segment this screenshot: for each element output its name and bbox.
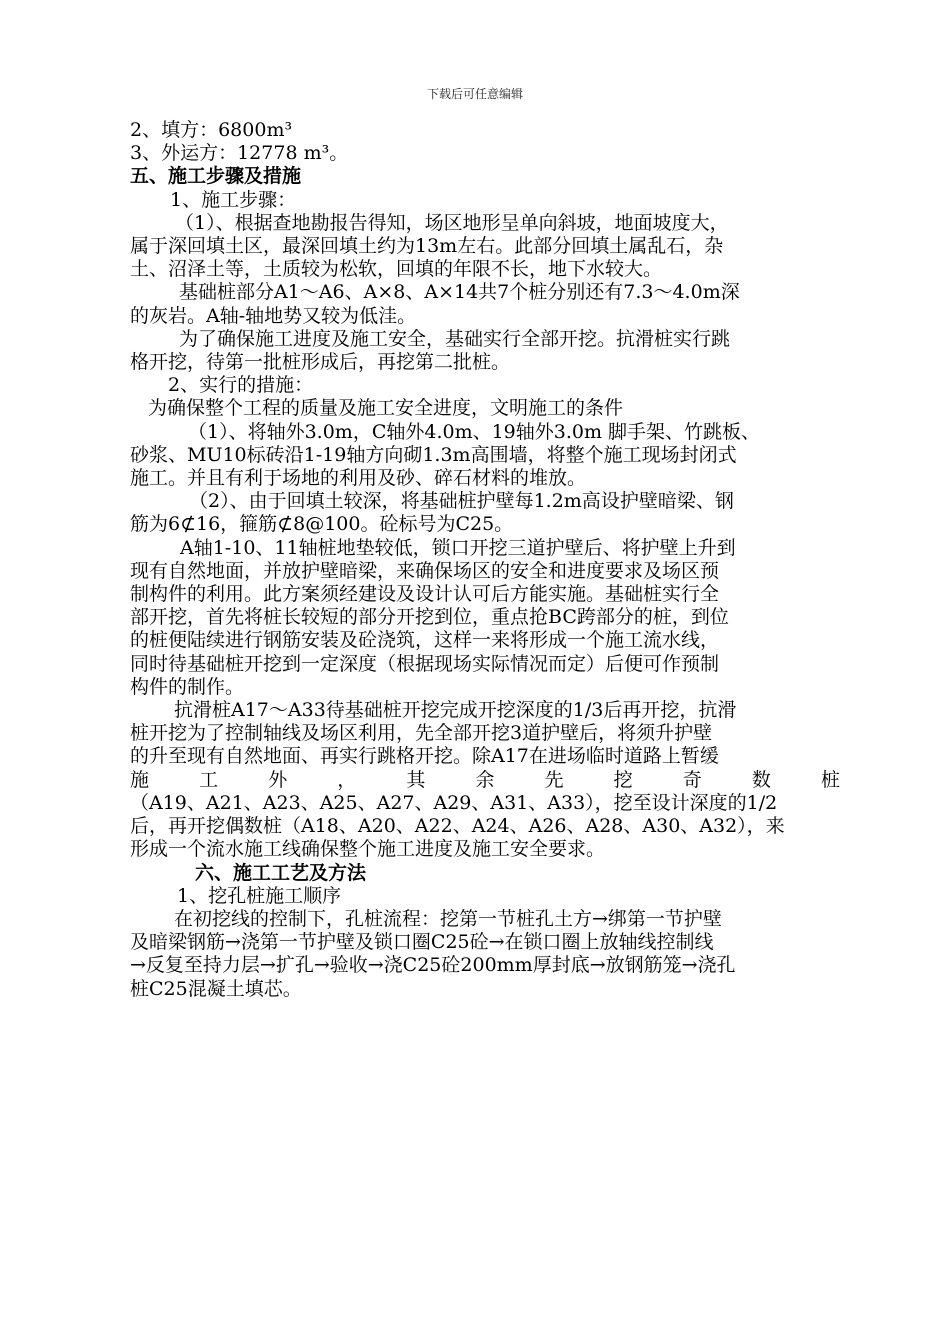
word: 工 (199, 768, 219, 791)
word: 数 (751, 768, 771, 791)
paragraph-line: 砂浆、MU10标砖沿1-19轴方向砌1.3m高围墙，将整个施工现场封闭式 (130, 443, 737, 466)
paragraph-line: 桩C25混凝土填芯。 (130, 977, 302, 1000)
paragraph-line: 构件的制作。 (130, 675, 245, 698)
word: 桩 (820, 768, 840, 791)
paragraph-line: 格开挖，待第一批桩形成后，再挖第二批桩。 (130, 351, 511, 374)
paragraph-line: 的升至现有自然地面、再实行跳格开挖。除A17在进场临时道路上暂缓 (130, 745, 719, 768)
paragraph-line: A轴1-10、11轴桩地垫较低，锁口开挖三道护壁后、将护壁上升到 (180, 536, 736, 559)
paragraph-line: （1）、根据查地勘报告得知，场区地形呈单向斜坡，地面坡度大， (175, 211, 729, 234)
word: 施 (130, 768, 150, 791)
paragraph-line: 基础桩部分A1～A6、A×8、A×14共7个桩分别还有7.3～4.0m深 (179, 281, 740, 304)
document-body (130, 119, 840, 1001)
paragraph-line: 为了确保施工进度及施工安全，基础实行全部开挖。抗滑桩实行跳 (179, 327, 731, 350)
paragraph-line: 同时待基础桩开挖到一定深度（根据现场实际情况而定）后便可作预制 (130, 652, 720, 675)
word: 奇 (682, 768, 702, 791)
paragraph-line: （A19、A21、A23、A25、A27、A29、A31、A33），挖至设计深度的1/2 (130, 791, 778, 814)
word: ， (337, 768, 357, 791)
paragraph-line: 在初挖线的控制下，孔桩流程：挖第一节桩孔土方→绑第一节护壁 (174, 907, 722, 930)
paragraph-line: 的桩便陆续进行钢筋安装及砼浇筑，这样一来将形成一个施工流水线， (130, 629, 720, 652)
section-six-heading: 六、施工工艺及方法 (195, 861, 367, 884)
paragraph-line: 筋为6⊄16，箍筋⊄8@100。砼标号为C25。 (130, 513, 514, 536)
subsection-measures-heading: 2、实行的措施： (168, 374, 314, 397)
justified-paragraph-line (130, 769, 840, 792)
fill-volume-line: 2、填方：6800m³ (130, 119, 293, 141)
paragraph-line: 属于深回填土区，最深回填土约为13m左右。此部分回填土属乱石，杂 (130, 235, 724, 258)
paragraph-line: （1）、将轴外3.0m，C轴外4.0m、19轴外3.0m 脚手架、竹跳板、 (188, 420, 761, 443)
page-header-note: 下载后可任意编辑 (426, 87, 523, 101)
paragraph-line: 制构件的利用。此方案须经建设及设计认可后方能实施。基础桩实行全 (130, 583, 720, 606)
paragraph-line: 的灰岩。A轴-轴地势又较为低洼。 (130, 304, 417, 327)
section-five-heading: 五、施工步骤及措施 (130, 165, 302, 188)
paragraph-line: 土、沼泽土等，土质较为松软，回填的年限不长，地下水较大。 (130, 258, 663, 281)
subsection-steps-heading: 1、施工步骤： (170, 188, 297, 211)
word: 先 (544, 768, 564, 791)
word: 挖 (613, 768, 633, 791)
paragraph-line: 形成一个流水施工线确保整个施工进度及施工安全要求。 (130, 838, 606, 861)
paragraph-line: 及暗梁钢筋→浇第一节护壁及锁口圈C25砼→在锁口圈上放轴线控制线 (130, 931, 714, 954)
paragraph-line: 为确保整个工程的质量及施工安全进度，文明施工的条件 (148, 397, 624, 420)
word: 余 (475, 768, 495, 791)
paragraph-line: 部开挖，首先将桩长较短的部分开挖到位，重点抢BC跨部分的桩，到位 (130, 606, 729, 629)
paragraph-line: 现有自然地面，并放护壁暗梁，来确保场区的安全和进度要求及场区预 (130, 559, 720, 582)
subsection-pile-sequence-heading: 1、挖孔桩施工顺序 (177, 884, 342, 907)
word: 外 (268, 768, 288, 791)
paragraph-line: 施工。并且有利于场地的利用及砂、碎石材料的堆放。 (130, 467, 587, 490)
export-volume-line: 3、外运方：12778 m³。 (130, 142, 349, 165)
paragraph-line: 后，再开挖偶数桩（A18、A20、A22、A24、A26、A28、A30、A32），来 (130, 815, 785, 838)
paragraph-line: 抗滑桩A17～A33待基础桩开挖完成开挖深度的1/3后再开挖，抗滑 (174, 699, 737, 722)
word: 其 (406, 768, 426, 791)
paragraph-line: （2）、由于回填土较深，将基础桩护壁每1.2m高设护壁暗梁、钢 (189, 490, 734, 513)
paragraph-line: →反复至持力层→扩孔→验收→浇C25砼200mm厚封底→放钢筋笼→浇孔 (130, 954, 736, 977)
paragraph-line: 桩开挖为了控制轴线及场区利用，先全部开挖3道护壁后，将须升护壁 (130, 722, 713, 745)
